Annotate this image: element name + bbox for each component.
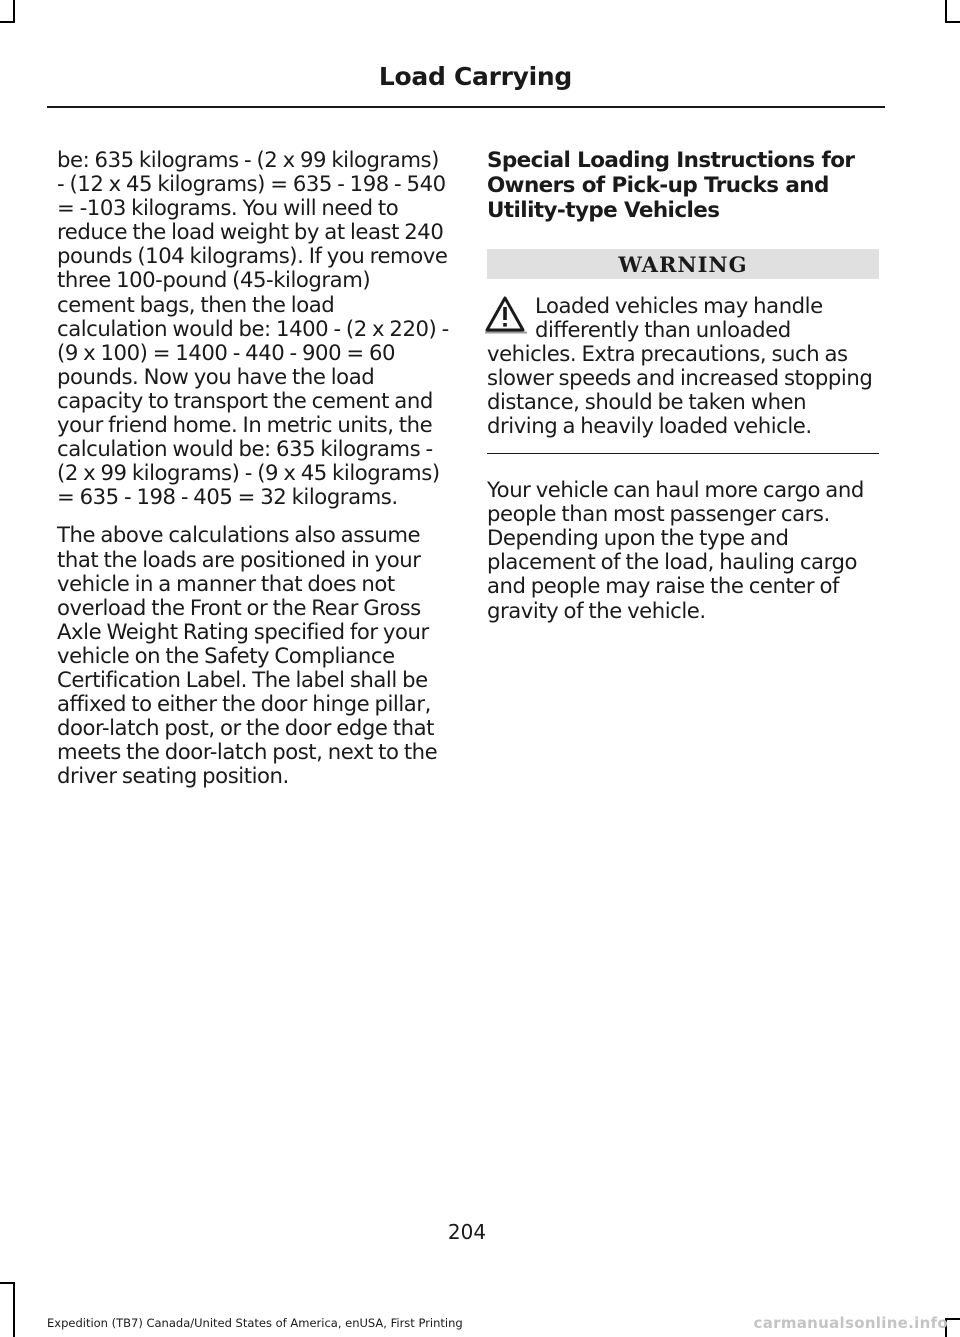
right-column (487, 148, 879, 623)
crop-mark-top-left-vertical (13, 0, 15, 22)
warning-label: WARNING (618, 251, 748, 277)
paragraph-calculation: be: 635 kilograms - (2 x 99 kilograms) - (12 x 45 kilograms) = 635 - 198 - 540 = -103 kilograms. You will need to reduce the load weight by at least 240 pounds (104 kilograms). If you remove three 100-pound (45-kilogram) cement bags, then the load calculation would be: 1400 - (2 x 220) - (9 x 100) = 1400 - 440 - 900 = 60 pounds. Now you have the load capacity to transport the cement and your friend home. In metric units, the calculation would be: 635 kilograms - (2 x 99 kilograms) - (9 x 45 kilograms) = 635 - 198 - 405 = 32 kilograms. (57, 147, 449, 510)
warning-bottom-rule (487, 453, 879, 455)
crop-mark-top-right-vertical (945, 0, 947, 22)
warning-text: Loaded vehicles may handle differently than unloaded vehicles. Extra precautions, such as slower speeds and increased stopping distance, should be taken when driving a heavily loaded vehicle. (487, 293, 873, 439)
section-title: Special Loading Instructions for Owners of Pick-up Trucks and Utility-type Vehicles (487, 148, 855, 223)
paragraph-cargo: Your vehicle can haul more cargo and people than most passenger cars. Depending upon the type and placement of the load, hauling cargo and people may raise the center of gravity of the vehicle. (487, 477, 864, 623)
paragraph-axle-rating: The above calculations also assume that the loads are positioned in your vehicle in a manner that does not overload the Front or the Rear Gross Axle Weight Rating specified for your vehicle on the Safety Compliance Certification Label. The label shall be affixed to either the door hinge pillar, door-latch post, or the door edge that meets the door-latch post, next to the driver seating position. (57, 522, 438, 789)
crop-mark-bottom-left-vertical (13, 1282, 15, 1337)
header-divider (47, 106, 885, 108)
footer-text: Expedition (TB7) Canada/United States of America, enUSA, First Printing (47, 1316, 463, 1330)
crop-mark-top-left-horizontal (0, 21, 15, 23)
crop-mark-bottom-left-horizontal (0, 1282, 15, 1284)
warning-header-bar (487, 249, 879, 279)
warning-triangle-icon (481, 294, 531, 334)
watermark: carmanualsonline.info (753, 1314, 948, 1332)
page-header-title: Load Carrying (378, 62, 572, 91)
page-number: 204 (447, 1220, 487, 1244)
crop-mark-top-right-horizontal (945, 21, 960, 23)
left-column (57, 148, 449, 788)
warning-block (487, 294, 879, 454)
